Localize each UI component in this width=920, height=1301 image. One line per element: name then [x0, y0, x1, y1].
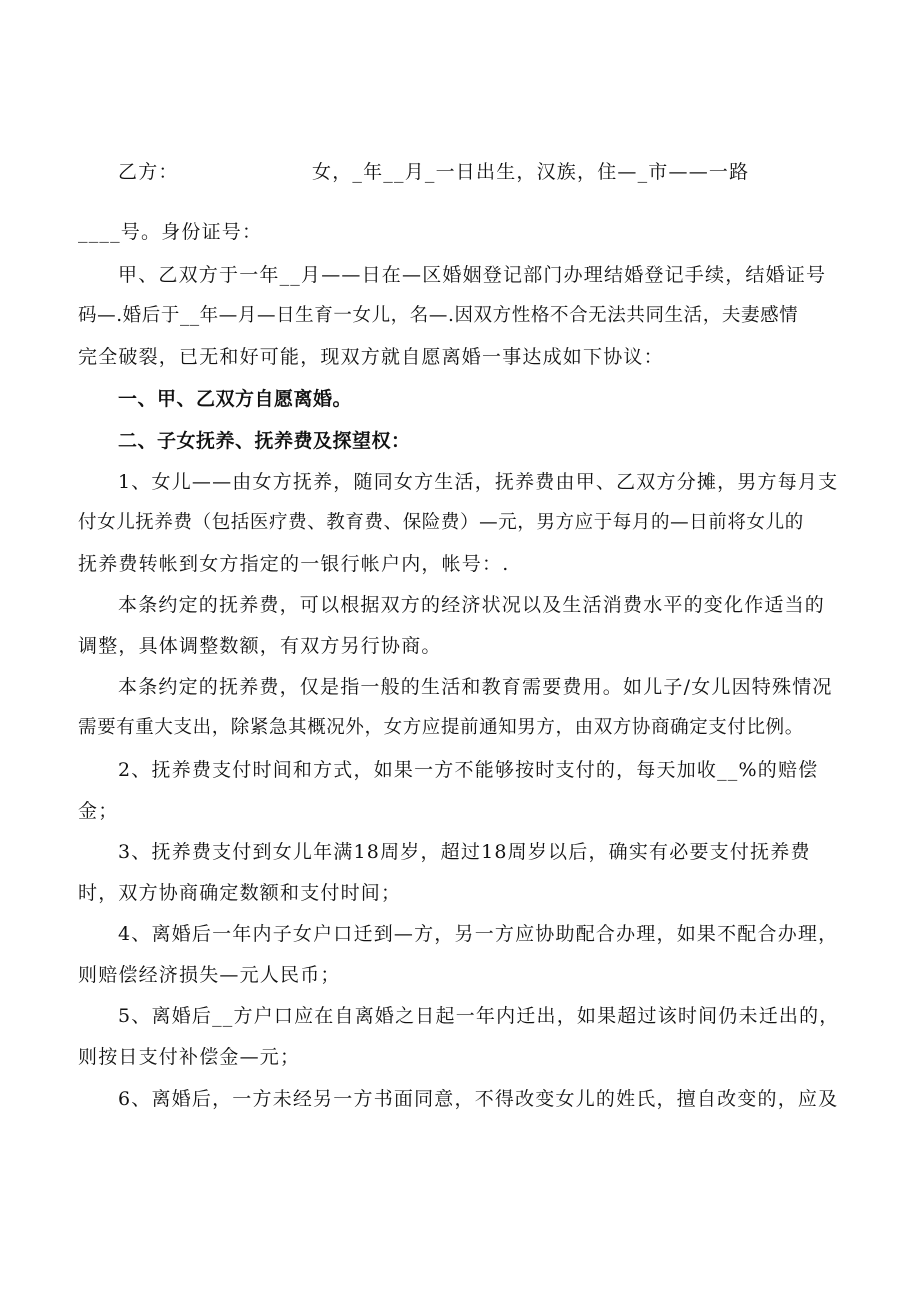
marriage-paragraph-line: 甲、乙双方于一年__月——日在—区婚姻登记部门办理结婚登记手续，结婚证号: [118, 264, 827, 286]
note-1-line: 调整，具体调整数额，有双方另行协商。: [78, 635, 442, 657]
item-4-line: 4、离婚后一年内子女户口迁到—方，另一方应协助配合办理，如果不配合办理，: [118, 923, 839, 945]
item-2-line: 金；: [78, 800, 119, 822]
party-b-label: 乙方：: [118, 161, 179, 183]
note-1-line: 本条约定的抚养费，可以根据双方的经济状况以及生活消费水平的变化作适当的: [118, 594, 826, 616]
item-1-line: 抚养费转帐到女方指定的一银行帐户内，帐号：.: [78, 553, 510, 575]
item-6-line: 6、离婚后，一方未经另一方书面同意，不得改变女儿的姓氏，擅自改变的，应及: [118, 1088, 839, 1110]
section-1-heading: 一、甲、乙双方自愿离婚。: [118, 388, 353, 410]
party-b-id-line: ____号。身份证号：: [78, 221, 263, 243]
marriage-paragraph-line: 码—.婚后于__年—月—日生育一女儿，名—.因双方性格不合无法共同生活，夫妻感情: [78, 305, 799, 326]
item-3-line: 时，双方协商确定数额和支付时间；: [78, 882, 402, 904]
party-b-details: 女，_年__月_一日出生，汉族，住—_市——一路: [312, 161, 750, 183]
item-1-line: 付女儿抚养费（包括医疗费、教育费、保险费）—元，男方应于每月的—日前将女儿的: [78, 512, 804, 533]
item-4-line: 则赔偿经济损失—元人民币；: [78, 964, 341, 986]
item-2-line: 2、抚养费支付时间和方式，如果一方不能够按时支付的，每天加收__%的赔偿: [118, 759, 819, 781]
item-5-line: 则按日支付补偿金—元；: [78, 1046, 301, 1068]
note-2-line: 本条约定的抚养费，仅是指一般的生活和教育需要费用。如儿子/女儿因特殊情况: [118, 676, 833, 698]
section-2-heading: 二、子女抚养、抚养费及探望权：: [118, 430, 411, 452]
marriage-paragraph-line: 完全破裂，已无和好可能，现双方就自愿离婚一事达成如下协议：: [78, 346, 664, 368]
note-2-line: 需要有重大支出，除紧急其概况外，女方应提前通知男方，由双方协商确定支付比例。: [78, 717, 804, 738]
item-3-line: 3、抚养费支付到女儿年满18周岁，超过18周岁以后，确实有必要支付抚养费: [118, 841, 811, 863]
item-5-line: 5、离婚后__方户口应在自离婚之日起一年内迁出，如果超过该时间仍未迁出的，: [118, 1005, 840, 1027]
item-1-line: 1、女儿——由女方抚养，随同女方生活，抚养费由甲、乙双方分摊，男方每月支: [118, 471, 839, 493]
